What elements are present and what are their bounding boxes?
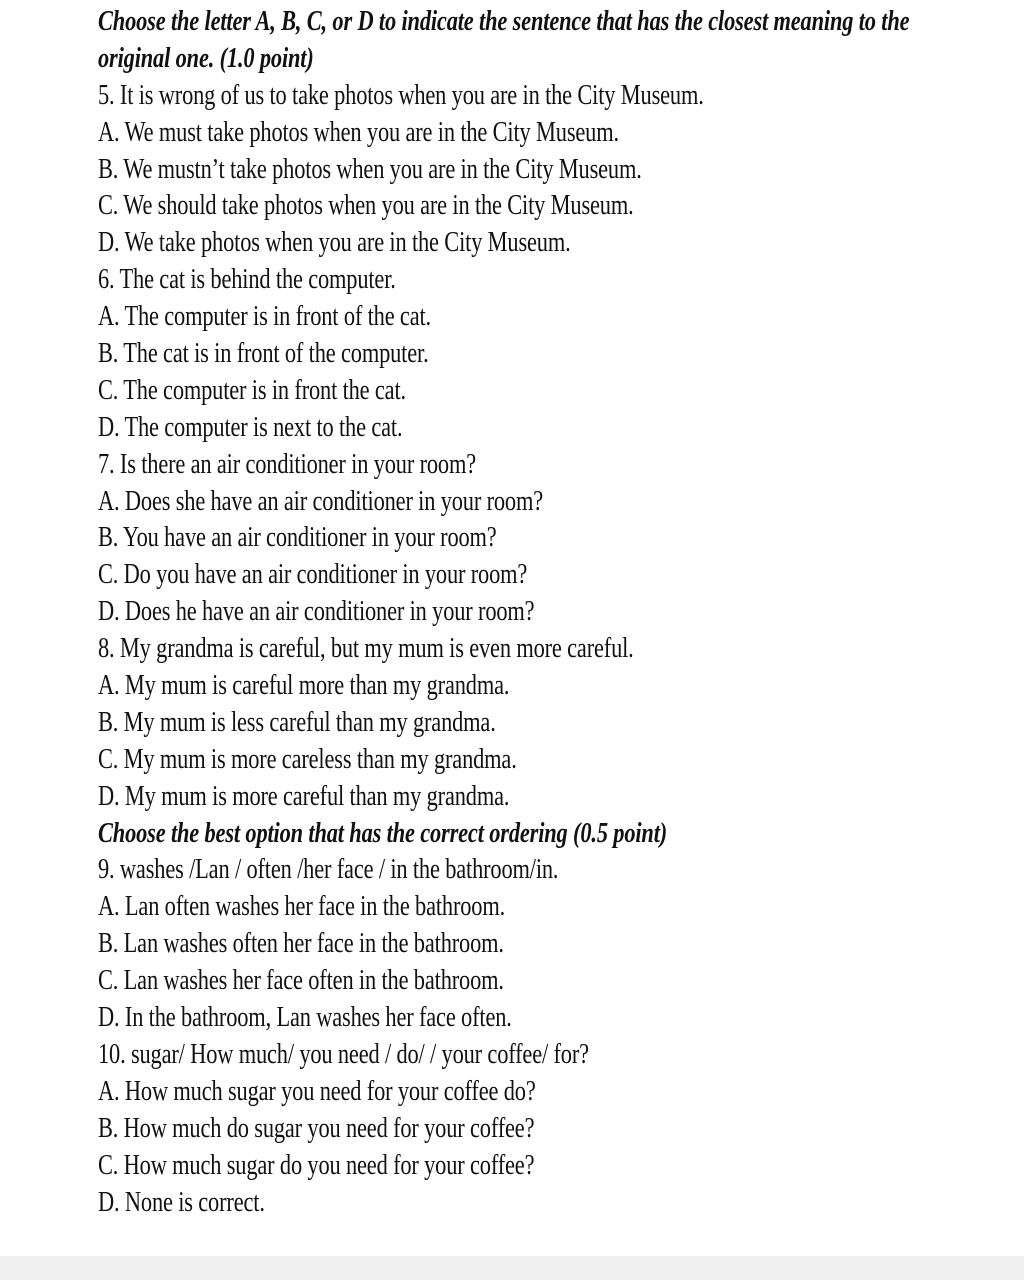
- question-5: [98, 78, 998, 262]
- option-d: D. We take photos when you are in the City Museum.: [98, 227, 571, 259]
- option-b: B. You have an air conditioner in your room?: [98, 522, 497, 554]
- option-b: B. The cat is in front of the computer.: [98, 338, 429, 370]
- option-d: D. Does he have an air conditioner in your room?: [98, 596, 535, 628]
- question-10: [98, 1037, 998, 1221]
- option-a: A. My mum is careful more than my grandma.: [98, 670, 510, 702]
- option-a: A. Does she have an air conditioner in your room?: [98, 485, 544, 517]
- option-d: D. In the bathroom, Lan washes her face often.: [98, 1002, 512, 1034]
- question-7: [98, 447, 998, 631]
- option-a: A. How much sugar you need for your coffee do?: [98, 1075, 536, 1107]
- option-b: B. We mustn’t take photos when you are in the City Museum.: [98, 153, 642, 185]
- option-c: C. My mum is more careless than my grandma.: [98, 743, 517, 775]
- question-stem: 10. sugar/ How much/ you need / do/ / your coffee/ for?: [98, 1038, 589, 1070]
- option-d: D. The computer is next to the cat.: [98, 411, 403, 443]
- section-instruction-continued: original one. (1.0 point): [98, 42, 314, 74]
- option-a: A. We must take photos when you are in the City Museum.: [98, 116, 619, 148]
- option-b: B. How much do sugar you need for your coffee?: [98, 1112, 535, 1144]
- option-a: A. The computer is in front of the cat.: [98, 301, 431, 333]
- option-c: C. We should take photos when you are in the City Museum.: [98, 190, 634, 222]
- section-instruction: Choose the letter A, B, C, or D to indicate the sentence that has the closest meaning to the: [98, 6, 910, 37]
- question-stem: 7. Is there an air conditioner in your room?: [98, 448, 476, 480]
- worksheet-content: [98, 4, 998, 1221]
- question-8: [98, 631, 998, 815]
- section-correct-ordering: [98, 816, 998, 1222]
- question-9: [98, 852, 998, 1036]
- option-d: D. None is correct.: [98, 1186, 265, 1218]
- option-b: B. Lan washes often her face in the bathroom.: [98, 928, 504, 960]
- option-d: D. My mum is more careful than my grandma.: [98, 780, 510, 812]
- section-instruction: Choose the best option that has the correct ordering (0.5 point): [98, 817, 668, 849]
- question-stem: 9. washes /Lan / often /her face / in the bathroom/in.: [98, 854, 559, 886]
- question-stem: 8. My grandma is careful, but my mum is even more careful.: [98, 633, 634, 665]
- option-a: A. Lan often washes her face in the bathroom.: [98, 891, 506, 923]
- option-c: C. How much sugar do you need for your coffee?: [98, 1149, 535, 1181]
- question-stem: 5. It is wrong of us to take photos when you are in the City Museum.: [98, 79, 704, 111]
- question-6: [98, 262, 998, 446]
- option-c: C. The computer is in front the cat.: [98, 374, 406, 406]
- question-stem: 6. The cat is behind the computer.: [98, 264, 396, 296]
- option-c: C. Do you have an air conditioner in your room?: [98, 559, 528, 591]
- section-closest-meaning: [98, 4, 998, 816]
- option-c: C. Lan washes her face often in the bathroom.: [98, 965, 504, 997]
- option-b: B. My mum is less careful than my grandma.: [98, 706, 496, 738]
